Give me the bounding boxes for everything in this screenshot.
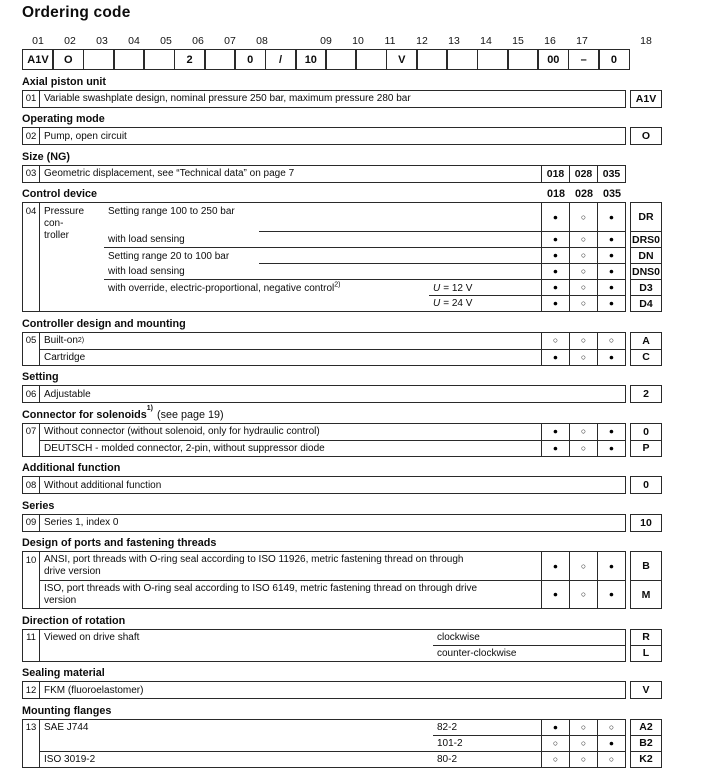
table-row [22,681,662,699]
row-box [22,629,626,662]
section-connector [22,404,684,457]
position-label: 12 [416,35,428,47]
code-cell: 0 [598,49,630,70]
availability-dot: ○ [569,333,597,349]
ordering-code-grid [22,35,684,70]
row-box [22,551,626,609]
position-label: 18 [640,35,652,47]
option-code: DNS0 [631,263,661,279]
section-heading: Additional function [22,462,121,474]
code-cell: 00 [537,49,569,70]
code-column [630,202,662,312]
position-label: 11 [384,35,396,47]
row-description [40,581,541,608]
sub-row [104,247,625,263]
option-code: A1V [630,90,662,108]
section-rotation [22,615,684,662]
code-cell: 0 [234,49,266,70]
row-number: 03 [23,166,40,182]
position-label: 07 [224,35,236,47]
code-cell: O [52,49,84,70]
label-line: Pressure con- [44,205,85,229]
code-cell [143,49,175,70]
sub-rows [40,720,625,768]
section-heading: Sealing material [22,667,105,679]
table-row-group [22,719,662,769]
column-spacer [626,188,662,200]
availability-dot: ○ [569,248,597,263]
option-code: V [630,681,662,699]
row-number: 10 [23,552,40,608]
row-description: Series 1, index 0 [44,517,119,528]
availability-dot: ● [541,295,569,311]
section-heading: Controller design and mounting [22,317,186,330]
sub-rows [104,203,625,311]
page-title: Ordering code [22,4,131,21]
size-column-header: 018 [546,188,565,200]
table-row-group [22,551,662,609]
option-code: 10 [630,514,662,532]
row-box [22,332,626,366]
section-sealing [22,667,684,699]
code-column [630,332,662,366]
code-column [630,719,662,769]
sub-row [40,580,625,608]
code-cell [204,49,236,70]
section-mounting-flanges [22,705,684,769]
table-row-group [22,202,662,312]
sub-rows [40,333,625,365]
row-description: Built-on 2) [44,335,85,346]
row-description: Viewed on drive shaft [44,632,140,643]
sub-options [433,630,625,661]
sub-row [433,735,625,751]
voltage-value: = 24 V [443,297,473,309]
code-cell: V [386,49,418,70]
row-box [22,719,626,769]
row-number: 09 [23,515,40,531]
description-text: Built-on [44,335,78,346]
position-label: 15 [512,35,524,47]
availability-dot: ● [597,231,625,247]
sub-rows [40,552,625,608]
position-label: 16 [544,35,556,47]
sub-row [40,552,625,580]
option-code: D4 [631,295,661,311]
label-line: troller [44,229,70,241]
group-options [433,752,625,768]
row-description: FKM (fluoroelastomer) [44,684,144,696]
option-code: O [630,127,662,145]
availability-dot: ● [541,263,569,279]
option-code: DN [631,247,661,263]
sub-row [104,279,625,295]
section-additional-function [22,462,684,494]
code-cell: A1V [22,49,54,70]
section-axial-piston-unit [22,76,684,108]
position-label [598,35,630,47]
option-code: 2 [630,385,662,403]
sub-row [40,424,625,440]
row-group-label [40,203,104,311]
description-text: with load sensing [108,233,185,245]
code-cell [325,49,357,70]
code-column [630,629,662,662]
row-description: Geometric displacement, see “Technical data” on page 7 [44,168,295,179]
position-label: 02 [64,35,76,47]
availability-dot: ○ [569,280,597,295]
table-row [22,514,662,532]
availability-dot: ○ [569,424,597,440]
availability-dot: ○ [541,333,569,349]
voltage-value: = 12 V [443,282,473,294]
row-box [22,165,626,183]
option-code: R [642,631,650,644]
availability-dot: ● [541,424,569,440]
position-label: 05 [160,35,172,47]
code-cell: 2 [174,49,206,70]
availability-dot: ● [597,581,625,608]
availability-dot: ● [597,263,625,279]
row-description [40,350,541,365]
size-cell: 035 [597,166,625,182]
footnote-marker: 2) [334,281,341,289]
option-code: L [631,645,661,661]
availability-dot: ● [597,424,625,440]
code-cells-row [22,49,684,70]
row-box [22,90,626,108]
row-number: 06 [23,386,40,402]
code-separator-cell: – [568,49,600,70]
availability-dot: ● [541,720,569,736]
size-column-header: 028 [574,188,593,200]
position-label: 17 [576,35,588,47]
table-row [22,476,662,494]
code-position-labels [22,35,684,47]
availability-dot: ○ [569,552,597,580]
availability-dot: ○ [569,581,597,608]
availability-dot: ● [541,203,569,231]
sub-row [433,720,625,736]
row-number: 07 [23,424,40,456]
row-number: 12 [23,682,40,698]
section-heading: Operating mode [22,113,105,125]
row-description [40,441,541,456]
size-column-header: 035 [602,188,621,200]
code-cell [477,49,509,70]
code-cell: 10 [295,49,327,70]
section-control-device [22,188,684,312]
option-code: B [642,560,650,572]
row-number: 08 [23,477,40,493]
availability-dot: ● [541,581,569,608]
row-box [22,385,626,403]
description-text: Without connector (without solenoid, only for hydraulic control) [44,426,320,437]
voltage-symbol: U [433,282,441,294]
option-code: 0 [643,425,649,438]
row-description [104,231,541,247]
availability-dot: ● [541,248,569,263]
sub-option-label: 101-2 [437,738,463,749]
row-description: Pump, open circuit [44,130,127,142]
sub-rows [40,424,625,456]
option-code: P [631,440,661,456]
availability-dot: ● [541,441,569,456]
section-heading: Direction of rotation [22,614,126,627]
row-description [104,280,429,295]
table-row-group [22,423,662,457]
availability-dot: ○ [597,752,625,768]
availability-dot: ● [597,203,625,231]
availability-dot: ○ [569,736,597,751]
table-row [22,165,662,183]
code-cell [355,49,387,70]
size-cell: 018 [541,166,569,182]
availability-dot: ● [597,552,625,580]
row-box [22,514,626,532]
row-number: 11 [23,630,40,661]
code-cell [507,49,539,70]
sub-option-label: 80-2 [437,753,458,765]
sub-option-label: clockwise [437,631,480,643]
position-label: 09 [320,35,332,47]
row-description: Adjustable [44,388,91,400]
availability-dot: ● [597,280,625,295]
section-heading: Axial piston unit [22,75,106,88]
option-code: A2 [639,721,653,734]
availability-dot: ● [541,231,569,247]
position-label: 06 [192,35,204,47]
row-number: 05 [23,333,40,365]
group-options [433,720,625,751]
availability-dot: ○ [569,295,597,311]
heading-text: Connector for solenoids [22,408,147,421]
option-code: K2 [631,751,661,767]
description-text: Cartridge [44,351,86,363]
code-separator-cell: / [265,49,297,70]
heading-suffix: (see page 19) [157,408,224,421]
availability-dot: ● [541,552,569,580]
availability-dot: ○ [569,441,597,456]
section-operating-mode [22,113,684,145]
row-number: 04 [23,203,40,311]
position-label: 04 [128,35,140,47]
availability-dot: ○ [541,752,569,768]
section-setting [22,371,684,403]
sub-option-label: 82-2 [437,721,458,733]
availability-dot: ○ [597,333,625,349]
section-heading: Control device [22,188,97,200]
option-code: A [642,334,650,347]
section-controller-design [22,318,684,366]
table-row [22,385,662,403]
row-description [104,263,541,279]
position-label [278,35,310,47]
availability-dot: ● [597,248,625,263]
availability-dot: ● [597,350,625,365]
size-cell: 028 [569,166,597,182]
availability-dot: ○ [569,231,597,247]
description-text: with override, electric-proportional, negative control [108,282,335,294]
voltage-symbol: U [433,297,441,309]
voltage-label [429,280,541,295]
sub-row [433,752,625,768]
sub-row [40,440,625,456]
description-text: Setting range 20 to 100 bar [108,250,230,262]
code-column [630,423,662,457]
row-box [22,681,626,699]
availability-dot: ○ [541,736,569,751]
availability-dot: ● [541,280,569,295]
section-heading: Design of ports and fastening threads [22,537,217,549]
option-code: DRS0 [631,231,661,247]
description-text: ANSI, port threads with O-ring seal according to ISO 11926, metric fastening thread on through drive version [44,554,464,577]
code-cell [83,49,115,70]
section-series [22,500,684,532]
description-text: ISO, port threads with O-ring seal according to ISO 6149, metric fastening thread on through drive version [44,582,478,606]
sub-row [104,203,625,231]
table-row-group [22,629,662,662]
code-cell [446,49,478,70]
availability-dot: ● [597,441,625,456]
row-description: Variable swashplate design, nominal pressure 250 bar, maximum pressure 280 bar [44,93,411,104]
availability-dot: ● [541,350,569,365]
sub-row [104,295,625,311]
description-text: DEUTSCH - molded connector, 2-pin, without suppressor diode [44,442,325,454]
position-label: 14 [480,35,492,47]
section-heading: Size (NG) [22,150,70,163]
code-cell [113,49,145,70]
sub-row [104,231,625,247]
position-label: 10 [352,35,364,47]
flange-group [40,751,625,768]
section-ports [22,537,684,609]
row-description [40,552,541,580]
section-heading [22,404,662,421]
table-row [22,90,662,108]
availability-dot: ● [597,736,625,751]
section-heading-with-columns [22,188,662,200]
position-label: 13 [448,35,460,47]
option-code: DR [638,211,654,223]
voltage-label [429,295,541,311]
availability-dot: ○ [569,752,597,768]
table-row-group [22,332,662,366]
sub-option-label: counter-clockwise [433,645,625,661]
row-box [22,127,626,145]
section-heading: Mounting flanges [22,704,112,717]
row-box [22,202,626,312]
option-code: D3 [631,279,661,295]
row-description [40,424,541,440]
availability-dot: ○ [597,720,625,736]
option-code: M [631,580,661,608]
position-label: 01 [32,35,44,47]
row-number: 02 [23,128,40,144]
flange-group [40,720,625,751]
description-text: with load sensing [108,265,185,277]
row-box [22,423,626,457]
code-column [630,551,662,609]
sub-row [104,263,625,279]
footnote-marker: 1) [146,404,154,412]
sub-row [40,349,625,365]
availability-dot: ○ [569,263,597,279]
availability-dot: ○ [569,350,597,365]
section-heading: Setting [22,371,59,383]
position-label: 03 [96,35,108,47]
row-description-empty [104,295,429,311]
availability-dot: ● [597,295,625,311]
section-heading: Series [22,499,55,512]
description-text: Setting range 100 to 250 bar [108,205,235,217]
availability-dot: ○ [569,203,597,231]
option-code: C [631,349,661,365]
position-label: 08 [256,35,268,47]
availability-dot: ○ [569,720,597,736]
option-code: 0 [630,476,662,494]
section-size [22,151,684,183]
row-description [104,203,541,231]
row-description [104,248,541,263]
row-description: ISO 3019-2 [44,754,96,765]
row-description: SAE J744 [44,722,89,733]
row-number: 01 [23,91,40,107]
row-description: Without additional function [44,479,162,491]
row-number: 13 [23,720,40,768]
sub-row [40,333,625,349]
option-code: B2 [631,735,661,751]
row-box [22,476,626,494]
table-row [22,127,662,145]
code-cell [416,49,448,70]
